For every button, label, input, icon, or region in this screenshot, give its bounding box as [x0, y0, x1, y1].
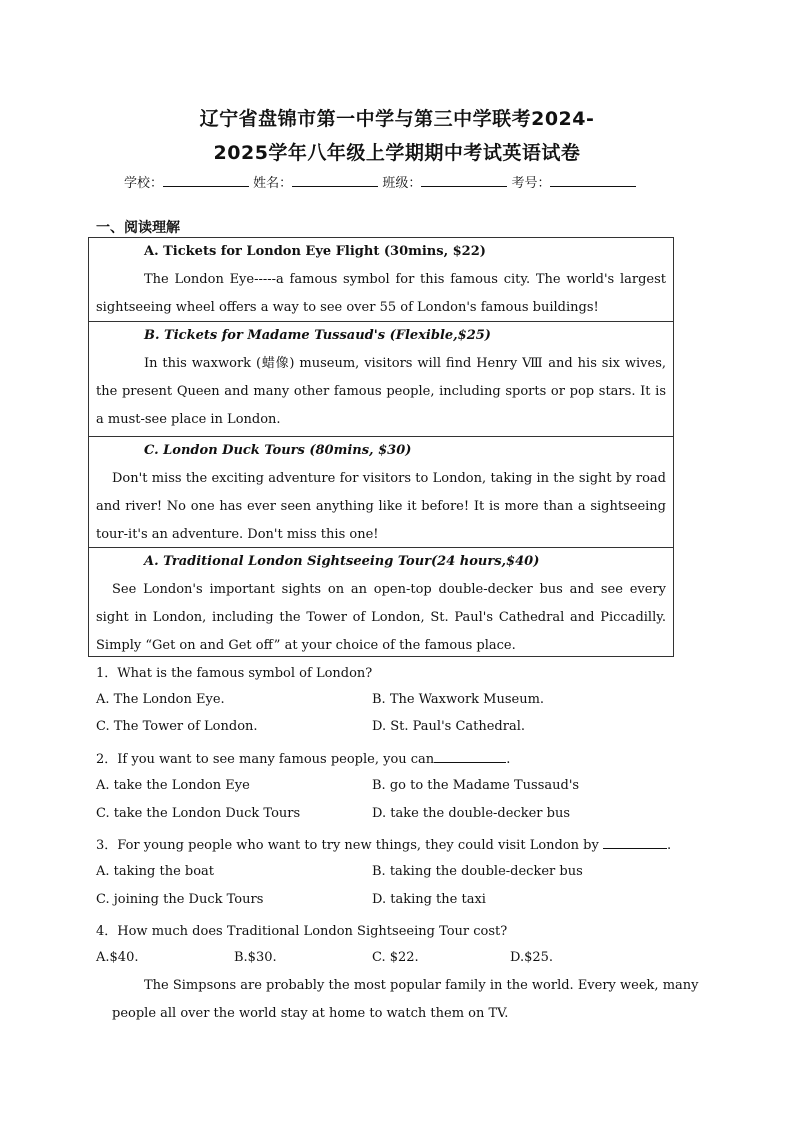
passage-c-cell [89, 436, 673, 547]
question-4-option-d[interactable]: D.$25. [510, 950, 554, 965]
passage-a-body: The London Eye-----a famous symbol for this famous city. The world's largest sightseeing wheel offers a way to see over 55 of London's famous buildings! [96, 272, 666, 315]
question-2-option-b[interactable]: B. go to the Madame Tussaud's [372, 778, 580, 793]
question-1-option-d[interactable]: D. St. Paul's Cathedral. [372, 719, 526, 734]
question-3-text: 3．For young people who want to try new things, they could visit London by [96, 838, 603, 853]
section-title: 一、阅读理解 [96, 220, 180, 236]
question-2-option-c[interactable]: C. take the London Duck Tours [96, 806, 301, 821]
next-passage-line-2: people all over the world stay at home to watch them on TV. [112, 1006, 509, 1021]
question-2-answer-blank[interactable] [434, 750, 506, 763]
passage-c-heading: C. London Duck Tours (80mins, $30) [144, 443, 412, 458]
question-1-stem: 1．What is the famous symbol of London? [96, 666, 373, 681]
exam-number-blank[interactable] [550, 174, 636, 187]
question-3-answer-blank[interactable] [603, 836, 667, 849]
question-3-period: . [666, 838, 672, 853]
question-3-option-a[interactable]: A. taking the boat [96, 864, 215, 879]
name-blank[interactable] [292, 174, 378, 187]
question-4-option-b[interactable]: B.$30. [234, 950, 277, 965]
question-1-option-c[interactable]: C. The Tower of London. [96, 719, 258, 734]
question-2-text: 2．If you want to see many famous people, you can [96, 752, 435, 767]
class-blank[interactable] [421, 174, 507, 187]
question-3-option-c[interactable]: C. joining the Duck Tours [96, 892, 264, 907]
passage-c-body: Don't miss the exciting adventure for visitors to London, taking in the sight by road and river! No one has ever seen anything like it before! It is more than a sightseeing tour-it's an adventure. Don't miss this one! [96, 471, 666, 542]
passage-d-cell [89, 547, 673, 658]
passage-d-heading: A. Traditional London Sightseeing Tour(24 hours,$40) [144, 554, 540, 569]
question-2-stem [96, 748, 510, 767]
student-info-line [124, 172, 684, 191]
exam-number-label: 考号： [511, 176, 551, 191]
exam-title-line2: 2025学年八年级上学期期中考试英语试卷 [213, 142, 581, 164]
passage-b-heading: B. Tickets for Madame Tussaud's (Flexible,$25) [144, 328, 491, 343]
school-label: 学校： [124, 176, 164, 191]
question-1-option-a[interactable]: A. The London Eye. [96, 692, 225, 707]
question-3-option-b[interactable]: B. taking the double-decker bus [372, 864, 583, 879]
question-4-option-c[interactable]: C. $22. [372, 950, 419, 965]
passage-a-cell [89, 238, 673, 321]
question-3-option-d[interactable]: D. taking the taxi [372, 892, 486, 907]
question-1-option-b[interactable]: B. The Waxwork Museum. [372, 692, 545, 707]
question-2-option-a[interactable]: A. take the London Eye [96, 778, 250, 793]
school-blank[interactable] [163, 174, 249, 187]
passage-b-cell [89, 321, 673, 436]
passage-table [88, 237, 674, 657]
passage-d-body: See London's important sights on an open-top double-decker bus and see every sight in London, including the Tower of London, St. Paul's Cathedral and Piccadilly. Simply “Get on and Get off” at your choice of the famous place. [96, 582, 666, 653]
exam-title-line1: 辽宁省盘锦市第一中学与第三中学联考2024- [199, 108, 595, 130]
question-3-stem [96, 834, 671, 853]
next-passage-line-1: The Simpsons are probably the most popular family in the world. Every week, many [144, 978, 699, 993]
name-label: 姓名： [253, 176, 293, 191]
class-label: 班级： [382, 176, 422, 191]
question-2-period: . [506, 752, 511, 767]
question-2-option-d[interactable]: D. take the double-decker bus [372, 806, 570, 821]
question-4-option-a[interactable]: A.$40. [96, 950, 139, 965]
passage-a-heading: A. Tickets for London Eye Flight (30mins, $22) [144, 244, 486, 259]
passage-b-body: In this waxwork (蜡像) museum, visitors will find Henry Ⅷ and his six wives, the present Queen and many other famous people, including sports or pop stars. It is a must-see place in London. [96, 356, 666, 427]
question-4-stem: 4．How much does Traditional London Sightseeing Tour cost? [96, 924, 508, 939]
